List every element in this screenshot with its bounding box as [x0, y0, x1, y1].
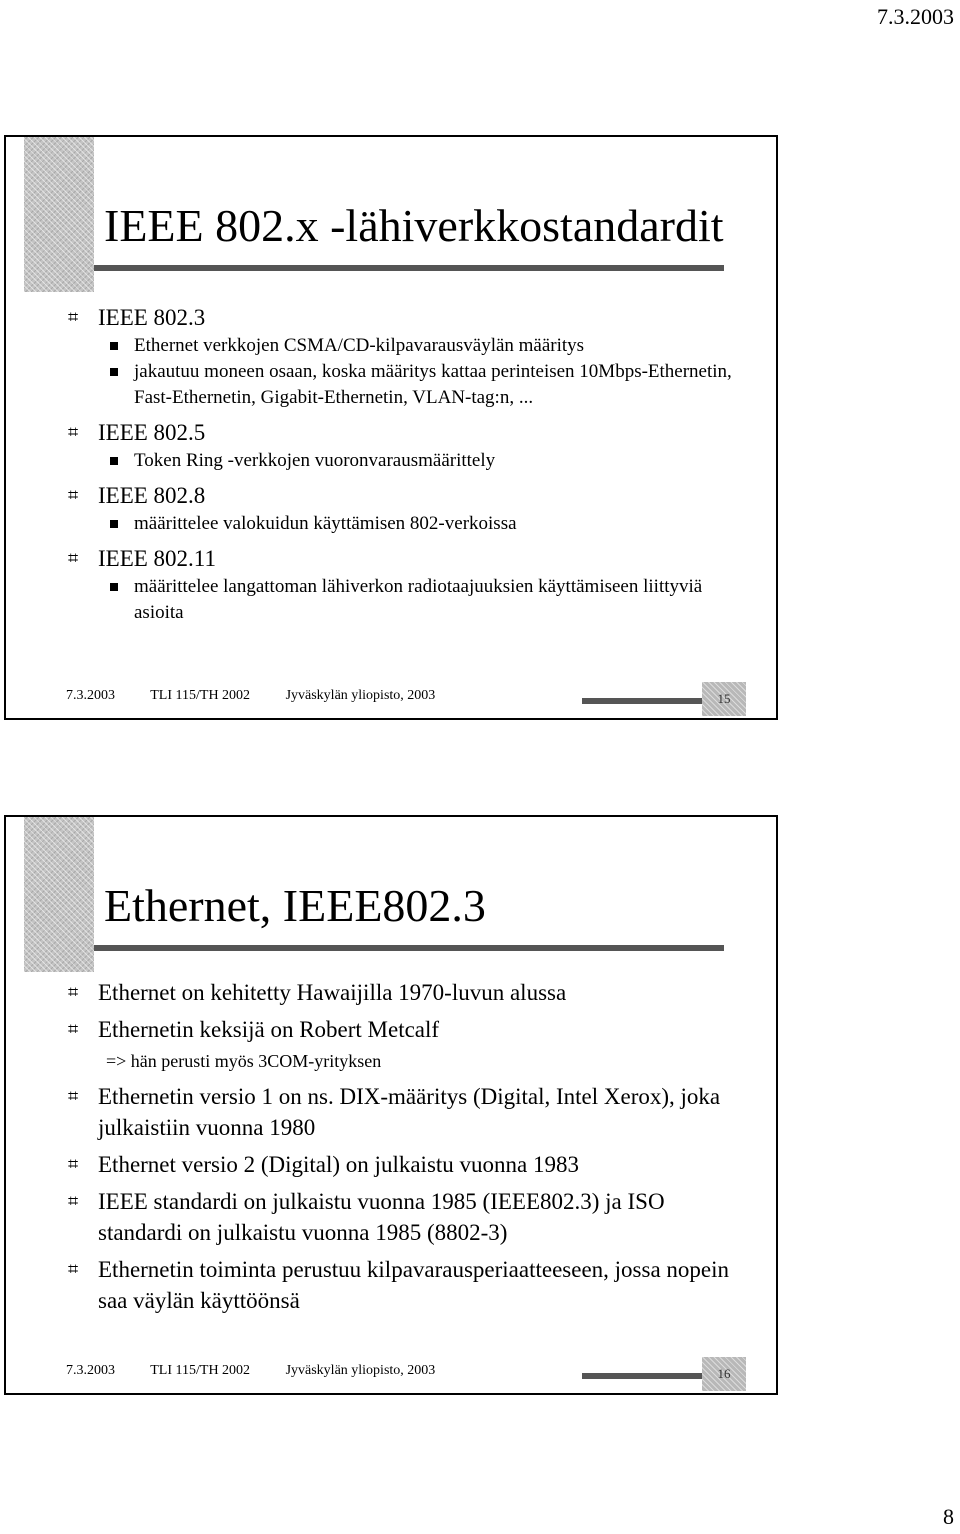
bullet-item: [68, 1149, 746, 1180]
bullet-text: IEEE 802.3: [98, 305, 206, 330]
note-text: => hän perusti myös 3COM-yrityksen: [106, 1051, 382, 1071]
slide-number: 16: [702, 1357, 746, 1391]
bullet-item: [68, 302, 746, 333]
page-number: 8: [943, 1504, 954, 1529]
footer-org: Jyväskylän yliopisto, 2003: [285, 1363, 436, 1378]
title-rule: [94, 945, 724, 951]
bullet-icon: ⌗: [68, 1019, 79, 1039]
bullet-icon: ⌗: [68, 1259, 79, 1279]
bullet-icon: ⌗: [68, 422, 79, 442]
sub-bullet-item: [68, 511, 746, 537]
footer-course: TLI 115/TH 2002: [150, 688, 251, 703]
footer-course: TLI 115/TH 2002: [150, 1363, 251, 1378]
square-bullet-icon: [110, 342, 118, 350]
bullet-icon: ⌗: [68, 485, 79, 505]
sub-bullet-item: [68, 359, 746, 411]
bullet-item: [68, 1014, 746, 1045]
decorative-pattern: [24, 137, 94, 292]
slide-footer: [66, 688, 467, 704]
sub-bullet-item: [68, 333, 746, 359]
sub-bullet-item: [68, 448, 746, 474]
bullet-icon: ⌗: [68, 1086, 79, 1106]
bullet-text: Ethernetin versio 1 on ns. DIX-määritys (Digital, Intel Xerox), joka julkaistiin vuonna 1980: [98, 1084, 721, 1140]
title-rule: [94, 265, 724, 271]
bullet-icon: ⌗: [68, 1191, 79, 1211]
sub-bullet-text: jakautuu moneen osaan, koska määritys kattaa perinteisen 10Mbps-Ethernetin, Fast-Ethernetin, Gigabit-Ethernetin, VLAN-tag:n, ...: [134, 361, 732, 408]
square-bullet-icon: [110, 368, 118, 376]
bullet-text: Ethernetin keksijä on Robert Metcalf: [98, 1017, 440, 1042]
slide-title: IEEE 802.x -lähiverkkostandardit: [104, 200, 724, 251]
bullet-text: Ethernet on kehitetty Hawaijilla 1970-luvun alussa: [98, 980, 567, 1005]
sub-bullet-text: Token Ring -verkkojen vuoronvarausmäärittely: [134, 450, 496, 471]
slide-number: 15: [702, 682, 746, 716]
decorative-pattern: [24, 817, 94, 972]
bullet-icon: ⌗: [68, 982, 79, 1002]
bullet-icon: ⌗: [68, 548, 79, 568]
slide-15: [4, 135, 778, 720]
bullet-text: Ethernetin toiminta perustuu kilpavarausperiaatteeseen, jossa nopein saa väylän käyttöönsä: [98, 1257, 730, 1313]
bullet-text: IEEE 802.5: [98, 420, 206, 445]
square-bullet-icon: [110, 520, 118, 528]
bullet-item: [68, 1081, 746, 1143]
bullet-icon: ⌗: [68, 1154, 79, 1174]
slide-16: [4, 815, 778, 1395]
slide-footer: [66, 1363, 467, 1379]
slide-content: [68, 302, 746, 626]
sub-bullet-text: määrittelee valokuidun käyttämisen 802-verkoissa: [134, 513, 517, 534]
slide-content: [68, 977, 746, 1316]
footer-rule: [582, 1373, 702, 1379]
footer-date: 7.3.2003: [66, 688, 115, 703]
sub-bullet-text: Ethernet verkkojen CSMA/CD-kilpavarausväylän määritys: [134, 335, 585, 356]
bullet-item: [68, 1254, 746, 1316]
slide-title: Ethernet, IEEE802.3: [104, 880, 486, 931]
sub-bullet-item: [68, 574, 746, 626]
bullet-icon: ⌗: [68, 307, 79, 327]
bullet-text: IEEE standardi on julkaistu vuonna 1985 (IEEE802.3) ja ISO standardi on julkaistu vuonna 1985 (8802-3): [98, 1189, 665, 1245]
bullet-item: [68, 480, 746, 511]
sub-bullet-text: määrittelee langattoman lähiverkon radiotaajuuksien käyttämiseen liittyviä asioita: [134, 576, 703, 623]
bullet-item: [68, 977, 746, 1008]
bullet-text: Ethernet versio 2 (Digital) on julkaistu vuonna 1983: [98, 1152, 579, 1177]
bullet-item: [68, 417, 746, 448]
footer-rule: [582, 698, 702, 704]
bullet-text: IEEE 802.8: [98, 483, 206, 508]
header-date: 7.3.2003: [877, 4, 954, 29]
footer-date: 7.3.2003: [66, 1363, 115, 1378]
square-bullet-icon: [110, 457, 118, 465]
bullet-text: IEEE 802.11: [98, 546, 216, 571]
bullet-item: [68, 543, 746, 574]
bullet-item: [68, 1186, 746, 1248]
footer-org: Jyväskylän yliopisto, 2003: [285, 688, 436, 703]
square-bullet-icon: [110, 583, 118, 591]
